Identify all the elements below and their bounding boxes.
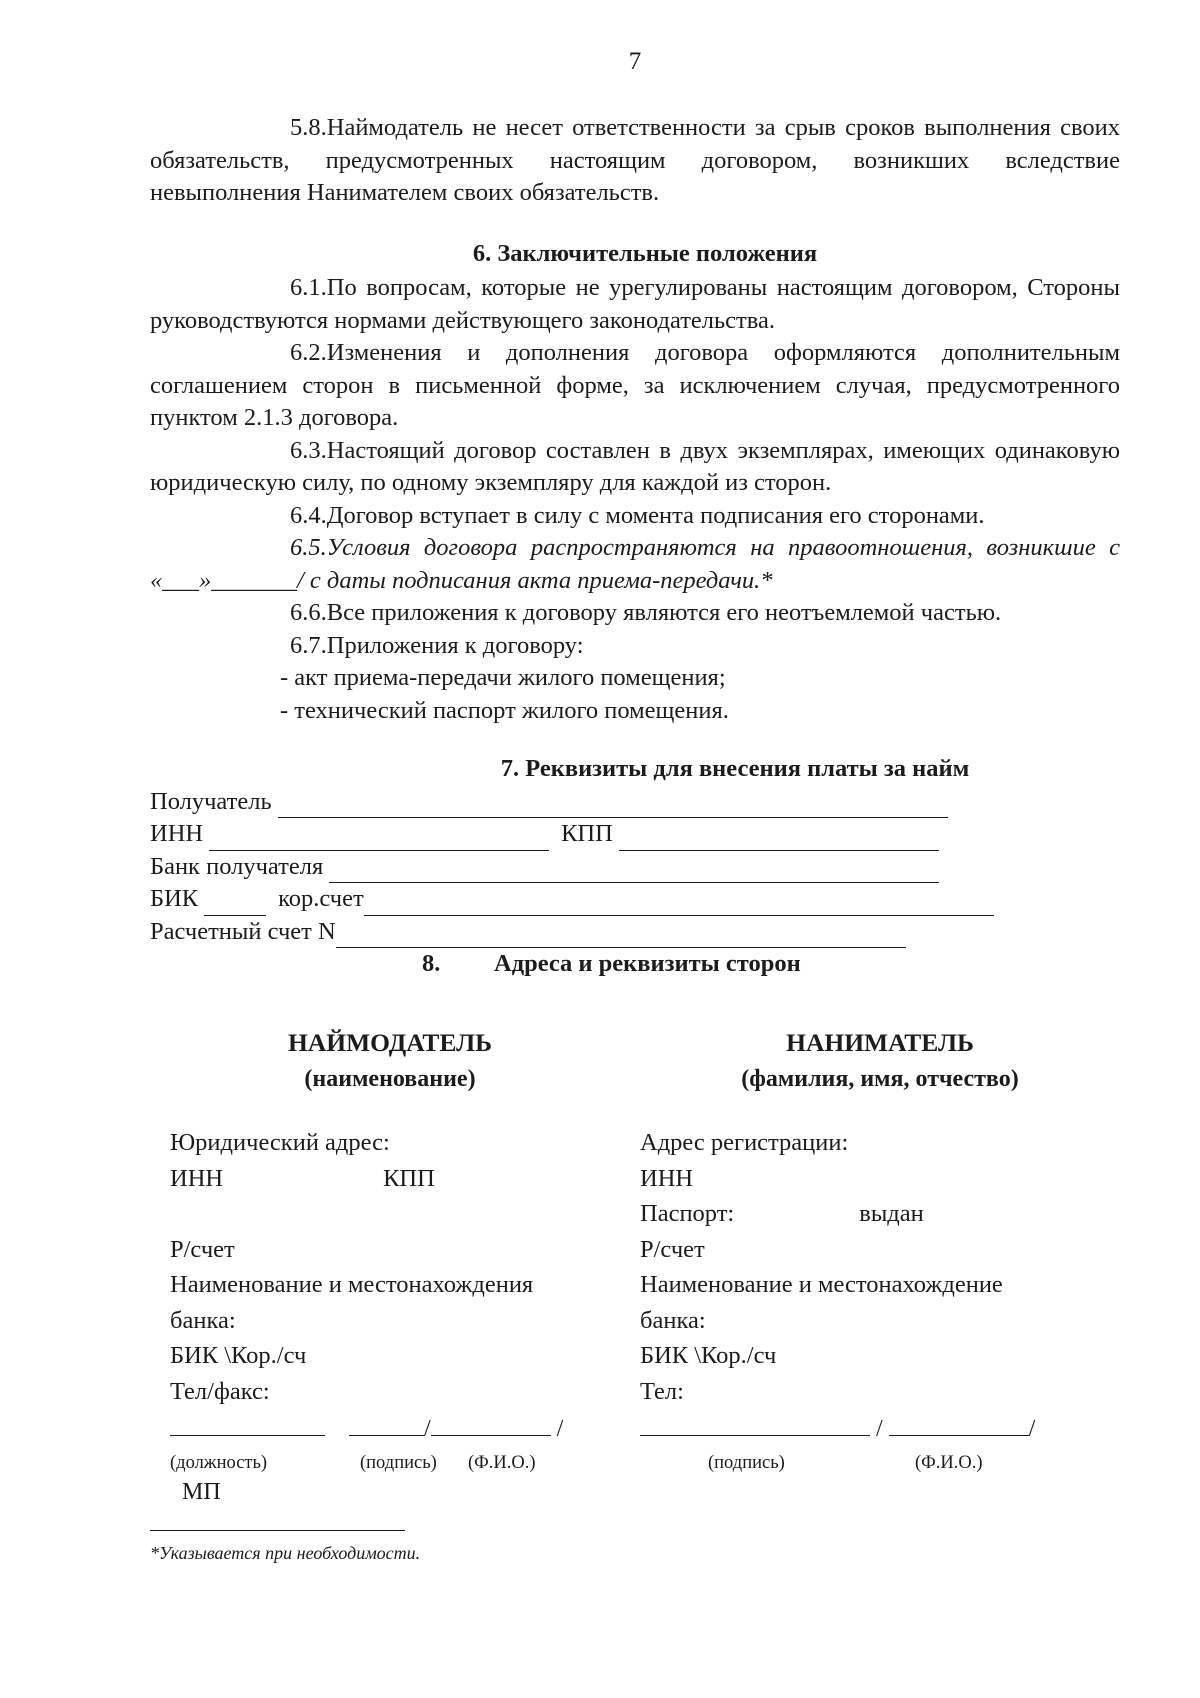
clause-6-5 [150, 532, 1120, 597]
bank-row [150, 851, 1120, 884]
clause-number: 6.1. [290, 274, 327, 301]
landlord-fields [170, 1125, 533, 1409]
clause-text: Настоящий договор составлен в двух экземплярах, имеющих одинаковую юридическую силу, по одному экземпляру для каждой из сторон. [150, 436, 1120, 496]
bank-label: банка: [170, 1306, 236, 1334]
section-6-heading: 6. Заключительные положения [472, 239, 818, 267]
bank-label: банка: [640, 1306, 706, 1334]
name-caption: (Ф.И.О.) [915, 1453, 983, 1473]
kpp-field[interactable] [619, 828, 939, 851]
clause-number: 5.8. [290, 114, 327, 141]
recipient-row [150, 786, 1120, 819]
passport-row [640, 1196, 1003, 1232]
bank-label: Банк получателя [150, 852, 324, 880]
section-7-heading: 7. Реквизиты для внесения платы за найм [500, 755, 970, 782]
bank-name-label: Наименование и местонахождения [170, 1271, 534, 1298]
section-8-title: Адреса и реквизиты сторон [494, 950, 801, 977]
signature-field[interactable] [349, 1415, 424, 1436]
account-label: Р/счет [170, 1235, 235, 1263]
clause-number: 6.5. [290, 534, 327, 561]
section-8-heading [150, 948, 1120, 981]
reg-address-label: Адрес регистрации: [640, 1129, 849, 1156]
inn-label: ИНН [150, 820, 204, 847]
clause-text: Условия договора распространяются на правоотношения, возникшие с «___»_______/ с даты подписания акта приема-передачи.* [150, 534, 1120, 594]
signature-caption: (подпись) [360, 1453, 437, 1473]
inn-field[interactable] [209, 828, 549, 851]
clause-text: Наймодатель не несет ответственности за срыв сроков выполнения своих обязательств, предусмотренных настоящим договором, возникших вследствие невыполнения Нанимателем своих обязательств. [150, 114, 1120, 206]
landlord-signature-line: / / [170, 1415, 563, 1443]
tenant-subtitle: (фамилия, имя, отчество) [741, 1066, 1019, 1092]
inn-label: ИНН [170, 1164, 224, 1192]
account-field[interactable] [336, 925, 906, 948]
clause-text: Договор вступает в силу с момента подписания его сторонами. [326, 501, 985, 529]
page-number: 7 [628, 48, 642, 75]
clause-6-3 [150, 435, 1120, 500]
inn-kpp-row [150, 818, 1120, 851]
attachment-item: - технический паспорт жилого помещения. [280, 696, 729, 724]
passport-label: Паспорт: [640, 1200, 735, 1227]
signature-field[interactable] [640, 1415, 870, 1436]
legal-address-label: Юридический адрес: [170, 1129, 390, 1156]
issued-label: выдан [859, 1200, 924, 1227]
clause-number: 6.6. [290, 599, 327, 626]
tenant-title: НАНИМАТЕЛЬ [786, 1028, 974, 1057]
clause-number: 6.4. [290, 501, 327, 529]
attachment-item: - акт приема-передачи жилого помещения; [280, 664, 726, 691]
kpp-label: КПП [383, 1164, 435, 1192]
bank-name-label: Наименование и местонахождение [640, 1271, 1003, 1298]
signature-caption: (подпись) [708, 1453, 785, 1473]
tenant-column [640, 1025, 1120, 1473]
clause-6-2 [150, 337, 1120, 435]
name-field[interactable] [889, 1415, 1029, 1436]
landlord-column [150, 1025, 620, 1505]
clause-6-1 [150, 272, 1120, 337]
clause-number: 6.7. [290, 631, 327, 659]
footnote: *Указывается при необходимости. [150, 1543, 421, 1563]
clause-number: 6.3. [290, 436, 327, 464]
bik-field[interactable] [204, 893, 266, 916]
clause-number: 6.2. [290, 339, 327, 366]
tenant-fields [640, 1125, 1003, 1409]
landlord-inn-kpp [170, 1161, 533, 1197]
clause-5-8 [150, 112, 1120, 210]
phone-label: Тел/факс: [170, 1377, 270, 1405]
kpp-label: КПП [561, 820, 613, 847]
name-caption: (Ф.И.О.) [468, 1453, 536, 1473]
clause-text: Изменения и дополнения договора оформляются дополнительным соглашением сторон в письменной форме, за исключением случая, предусмотренного пунктом 2.1.3 договора. [150, 339, 1120, 431]
clause-6-7 [150, 630, 1120, 663]
account-label: Расчетный счет N [150, 917, 336, 945]
bik-label: БИК [150, 885, 199, 912]
landlord-subtitle: (наименование) [304, 1066, 476, 1092]
section-8-number: 8. [422, 950, 441, 977]
position-field[interactable] [170, 1415, 325, 1436]
bik-row [150, 883, 1120, 916]
korschet-field[interactable] [364, 893, 994, 916]
clause-6-4 [150, 500, 1120, 533]
bik-label: БИК \Кор./сч [640, 1342, 777, 1369]
clause-6-6 [150, 597, 1120, 630]
inn-label: ИНН [640, 1164, 694, 1192]
account-label: Р/счет [640, 1235, 705, 1263]
bank-field[interactable] [329, 860, 939, 883]
clause-text: По вопросам, которые не урегулированы настоящим договором, Стороны руководствуются нормами действующего законодательства. [150, 274, 1120, 334]
position-caption: (должность) [170, 1453, 268, 1473]
phone-label: Тел: [640, 1377, 684, 1405]
footnote-divider [150, 1530, 405, 1531]
korschet-label: кор.счет [278, 885, 364, 912]
recipient-field[interactable] [278, 795, 948, 818]
name-field[interactable] [431, 1415, 551, 1436]
recipient-label: Получатель [150, 787, 272, 815]
account-row [150, 916, 1120, 949]
stamp-label: МП [182, 1479, 221, 1505]
clause-text: Приложения к договору: [326, 631, 584, 659]
landlord-title: НАЙМОДАТЕЛЬ [288, 1028, 492, 1057]
contract-body [150, 112, 1120, 981]
clause-text: Все приложения к договору являются его неотъемлемой частью. [326, 599, 1002, 626]
tenant-signature-line: / / [640, 1415, 1035, 1443]
bik-label: БИК \Кор./сч [170, 1342, 307, 1369]
